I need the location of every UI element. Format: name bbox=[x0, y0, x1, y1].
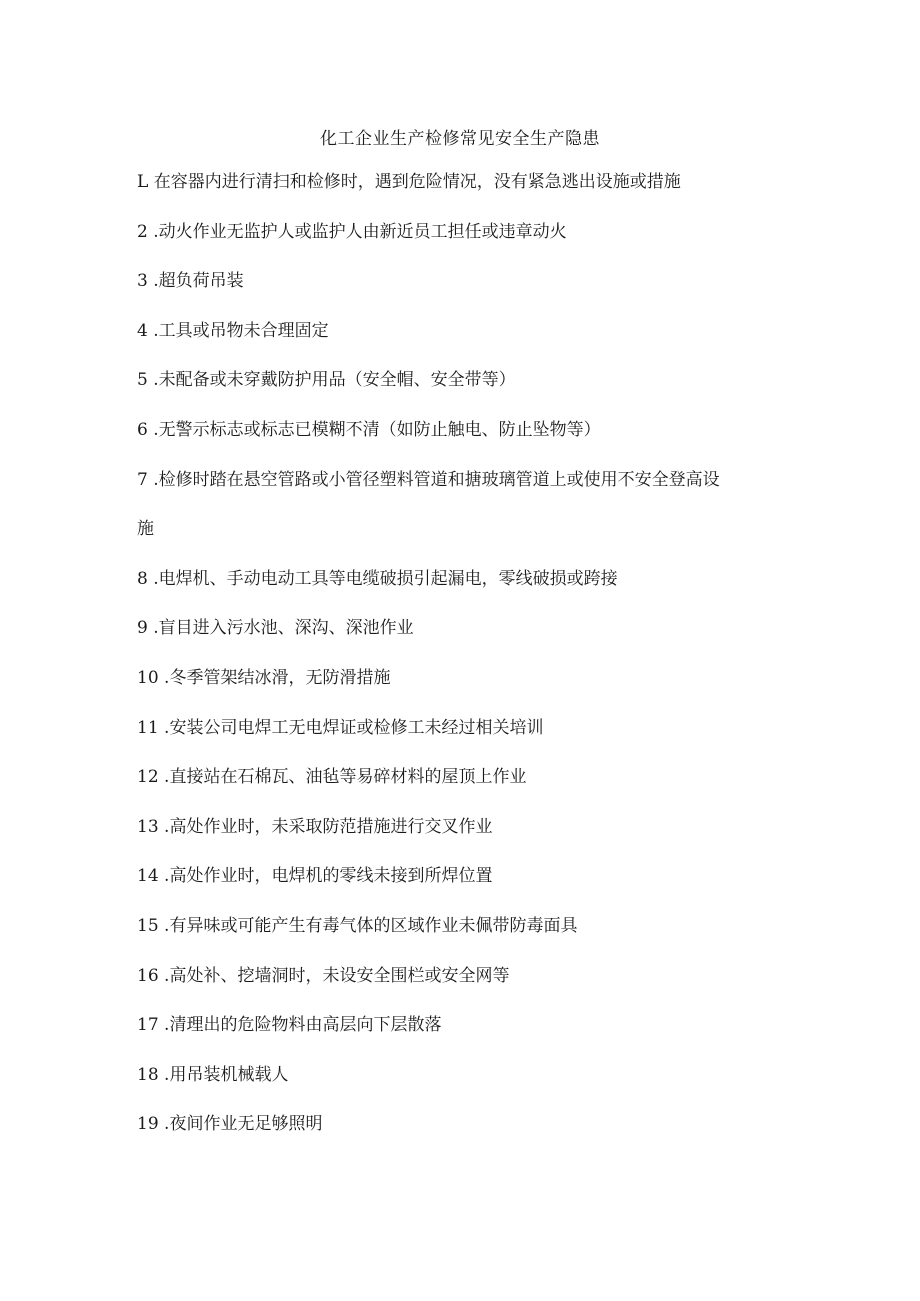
list-item bbox=[137, 567, 797, 591]
item-text: .冬季管架结冰滑，无防滑措施 bbox=[164, 667, 391, 688]
item-number: 10 bbox=[137, 667, 159, 688]
item-number: L bbox=[137, 172, 149, 192]
item-text: .清理出的危险物料由高层向下层散落 bbox=[164, 1015, 442, 1036]
list-item bbox=[137, 765, 797, 789]
list-item bbox=[137, 1112, 797, 1136]
list-item bbox=[137, 914, 797, 938]
item-text: .动火作业无监护人或监护人由新近员工担任或违章动火 bbox=[153, 221, 567, 242]
list-item bbox=[137, 368, 797, 392]
item-number: 4 bbox=[137, 320, 148, 341]
list-item bbox=[137, 1013, 797, 1037]
item-text: .未配备或未穿戴防护用品（安全帽、安全带等） bbox=[153, 370, 516, 391]
list-item bbox=[137, 170, 797, 194]
item-text: .安装公司电焊工无电焊证或检修工未经过相关培训 bbox=[164, 717, 544, 738]
item-text: .用吊装机械载人 bbox=[164, 1064, 289, 1085]
item-text: .有异味或可能产生有毒气体的区域作业未佩带防毒面具 bbox=[164, 915, 578, 936]
item-number: 13 bbox=[137, 816, 159, 837]
item-text: .电焊机、手动电动工具等电缆破损引起漏电，零线破损或跨接 bbox=[153, 568, 618, 589]
list-item bbox=[137, 666, 797, 690]
item-number: 12 bbox=[137, 767, 159, 788]
item-number: 11 bbox=[137, 717, 159, 738]
list-item bbox=[137, 864, 797, 888]
item-number: 2 bbox=[137, 221, 148, 242]
list-item bbox=[137, 418, 797, 442]
item-text-continuation: 施 bbox=[137, 519, 154, 540]
list-item bbox=[137, 319, 797, 343]
list-item bbox=[137, 468, 797, 542]
item-text: .检修时踏在悬空管路或小管径塑料管道和搪玻璃管道上或使用不安全登高设 bbox=[153, 469, 720, 490]
item-number: 15 bbox=[137, 915, 159, 936]
list-item bbox=[137, 815, 797, 839]
list-item bbox=[137, 1063, 797, 1087]
item-text: .夜间作业无足够照明 bbox=[164, 1114, 323, 1135]
list-item bbox=[137, 220, 797, 244]
item-text: .高处作业时，电焊机的零线未接到所焊位置 bbox=[164, 866, 493, 887]
item-text: .高处补、挖墙洞时，未设安全围栏或安全网等 bbox=[164, 965, 510, 986]
item-number: 18 bbox=[137, 1064, 159, 1085]
item-number: 14 bbox=[137, 866, 159, 887]
item-text: .无警示标志或标志已模糊不清（如防止触电、防止坠物等） bbox=[153, 419, 601, 440]
item-text: .超负荷吊装 bbox=[153, 271, 244, 292]
document-title: 化工企业生产检修常见安全生产隐患 bbox=[320, 129, 600, 149]
item-number: 19 bbox=[137, 1114, 159, 1135]
list-item bbox=[137, 716, 797, 740]
item-text: .高处作业时，未采取防范措施进行交叉作业 bbox=[164, 816, 493, 837]
list-item bbox=[137, 964, 797, 988]
item-number: 6 bbox=[137, 419, 148, 440]
item-text: .直接站在石棉瓦、油毡等易碎材料的屋顶上作业 bbox=[164, 767, 527, 788]
item-text: .工具或吊物未合理固定 bbox=[153, 320, 329, 341]
item-number: 16 bbox=[137, 965, 159, 986]
item-text: .盲目进入污水池、深沟、深池作业 bbox=[153, 618, 414, 639]
item-number: 7 bbox=[137, 469, 148, 490]
item-number: 3 bbox=[137, 271, 148, 292]
item-text: 在容器内进行清扫和检修时，遇到危险情况，没有紧急逃出设施或措施 bbox=[153, 172, 681, 192]
list-item bbox=[137, 616, 797, 640]
item-number: 5 bbox=[137, 370, 148, 391]
item-number: 17 bbox=[137, 1015, 159, 1036]
item-number: 9 bbox=[137, 618, 148, 639]
hazard-list bbox=[137, 170, 797, 1162]
list-item bbox=[137, 269, 797, 293]
item-number: 8 bbox=[137, 568, 148, 589]
